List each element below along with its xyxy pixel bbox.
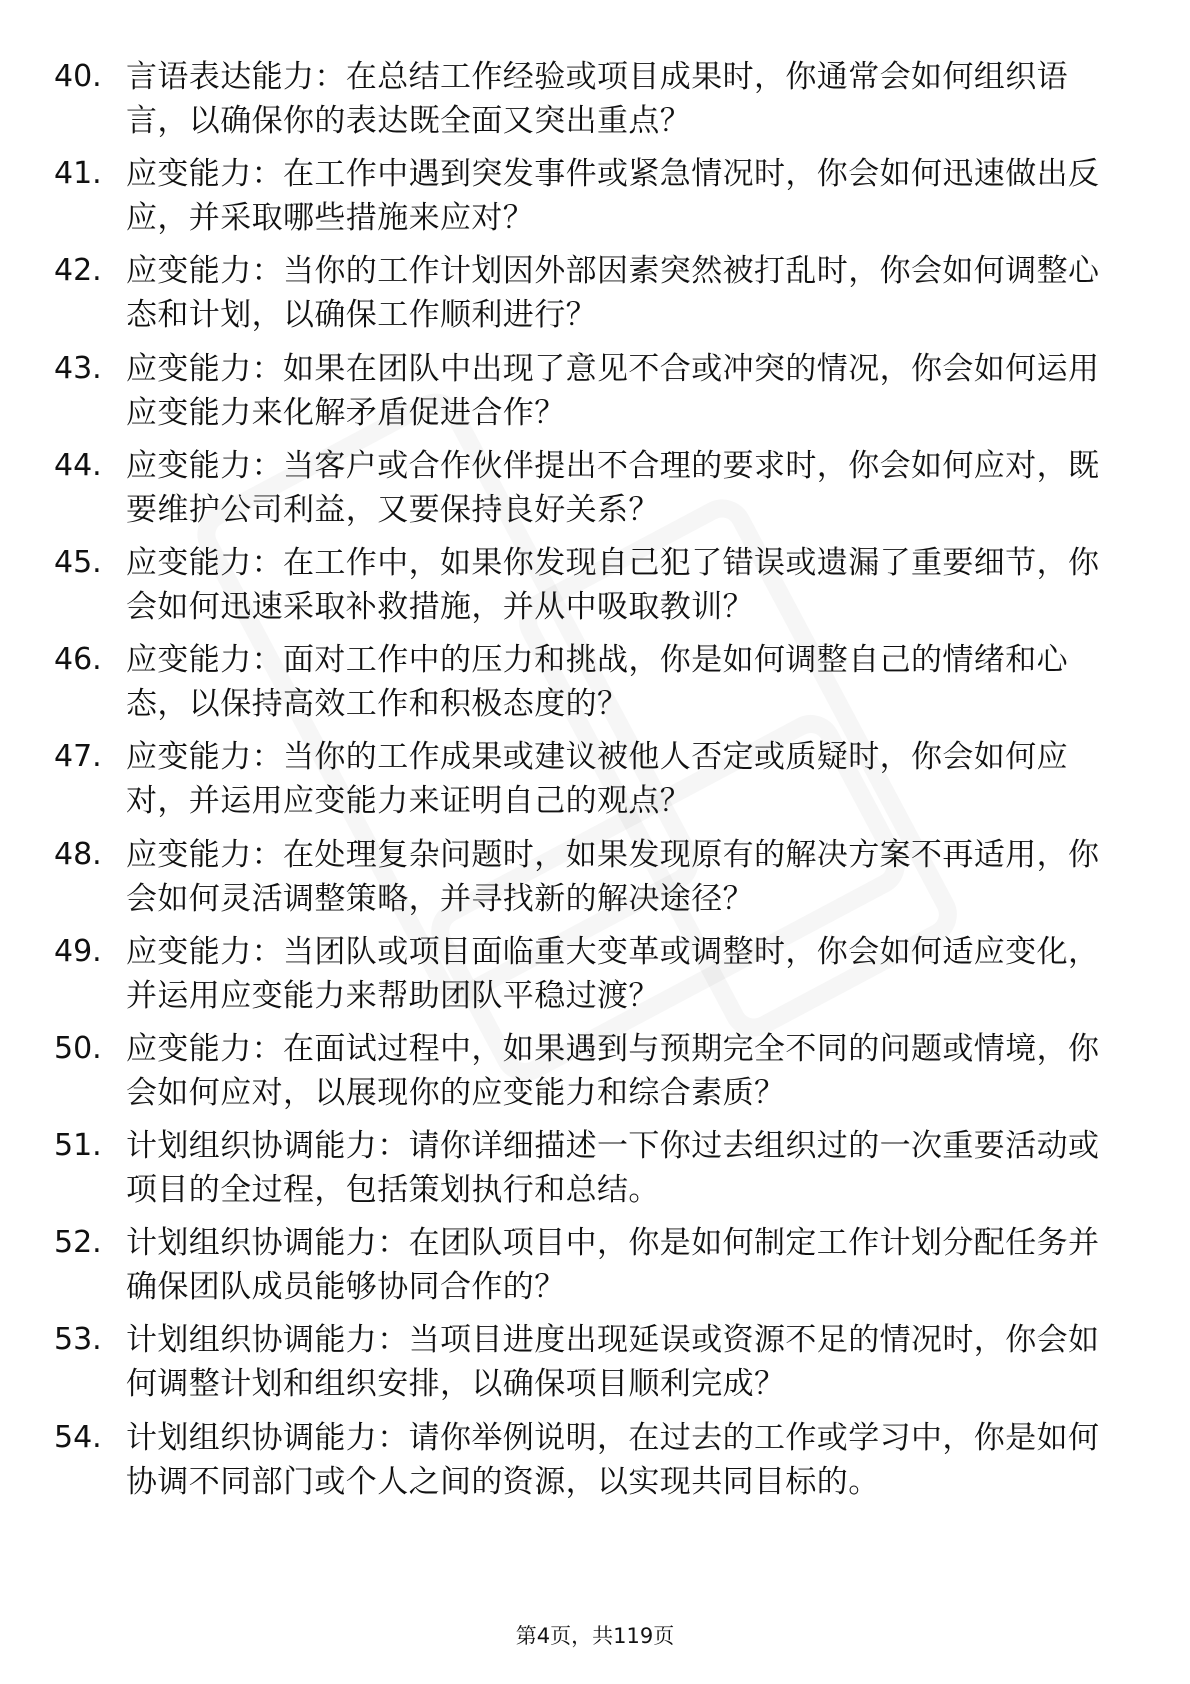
question-number: 50. bbox=[54, 1030, 102, 1066]
question-text: 计划组织协调能力：在团队项目中，你是如何制定工作计划分配任务并确保团队成员能够协同合作的？ bbox=[126, 1225, 1100, 1306]
question-item bbox=[0, 1221, 1190, 1318]
page-number-footer: 第4页，共119页 bbox=[515, 1624, 675, 1648]
question-number: 47. bbox=[54, 739, 102, 775]
question-item bbox=[0, 347, 1190, 444]
question-number: 54. bbox=[54, 1419, 102, 1455]
question-text: 应变能力：在工作中遇到突发事件或紧急情况时，你会如何迅速做出反应，并采取哪些措施来应对？ bbox=[126, 156, 1100, 237]
question-text: 应变能力：在处理复杂问题时，如果发现原有的解决方案不再适用，你会如何灵活调整策略，并寻找新的解决途径？ bbox=[126, 836, 1100, 917]
question-item bbox=[0, 833, 1190, 930]
question-number: 52. bbox=[54, 1225, 102, 1261]
question-text: 应变能力：如果在团队中出现了意见不合或冲突的情况，你会如何运用应变能力来化解矛盾促进合作？ bbox=[126, 350, 1100, 431]
question-text: 应变能力：当你的工作计划因外部因素突然被打乱时，你会如何调整心态和计划，以确保工作顺利进行？ bbox=[126, 253, 1100, 334]
question-number: 51. bbox=[54, 1128, 102, 1164]
question-number: 46. bbox=[54, 642, 102, 678]
question-text: 应变能力：当你的工作成果或建议被他人否定或质疑时，你会如何应对，并运用应变能力来证明自己的观点？ bbox=[126, 739, 1068, 820]
question-text: 言语表达能力：在总结工作经验或项目成果时，你通常会如何组织语言，以确保你的表达既全面又突出重点？ bbox=[126, 59, 1068, 139]
question-item bbox=[0, 1027, 1190, 1124]
question-number: 44. bbox=[54, 447, 102, 483]
question-text: 计划组织协调能力：请你举例说明，在过去的工作或学习中，你是如何协调不同部门或个人之间的资源，以实现共同目标的。 bbox=[126, 1419, 1100, 1500]
question-item bbox=[0, 152, 1190, 249]
question-item bbox=[0, 541, 1190, 638]
question-text: 应变能力：面对工作中的压力和挑战，你是如何调整自己的情绪和心态，以保持高效工作和积极态度的？ bbox=[126, 642, 1068, 723]
question-number: 41. bbox=[54, 156, 102, 192]
question-number: 43. bbox=[54, 350, 102, 386]
question-text: 应变能力：在工作中，如果你发现自己犯了错误或遗漏了重要细节，你会如何迅速采取补救措施，并从中吸取教训？ bbox=[126, 544, 1100, 625]
question-number: 53. bbox=[54, 1322, 102, 1358]
question-item bbox=[0, 249, 1190, 346]
question-number: 45. bbox=[54, 544, 102, 580]
question-number: 49. bbox=[54, 933, 102, 969]
question-text: 应变能力：当客户或合作伙伴提出不合理的要求时，你会如何应对，既要维护公司利益，又要保持良好关系？ bbox=[126, 447, 1100, 528]
question-item bbox=[0, 1124, 1190, 1221]
question-text: 应变能力：在面试过程中，如果遇到与预期完全不同的问题或情境，你会如何应对，以展现你的应变能力和综合素质？ bbox=[126, 1030, 1100, 1111]
question-list bbox=[0, 55, 1190, 1513]
question-item bbox=[0, 1318, 1190, 1415]
question-number: 40. bbox=[54, 59, 102, 94]
question-number: 42. bbox=[54, 253, 102, 289]
question-item bbox=[0, 735, 1190, 832]
question-item bbox=[0, 1416, 1190, 1513]
question-text: 应变能力：当团队或项目面临重大变革或调整时，你会如何适应变化，并运用应变能力来帮助团队平稳过渡？ bbox=[126, 933, 1100, 1014]
question-text: 计划组织协调能力：请你详细描述一下你过去组织过的一次重要活动或项目的全过程，包括策划执行和总结。 bbox=[126, 1128, 1100, 1209]
question-item bbox=[0, 55, 1190, 152]
question-item bbox=[0, 638, 1190, 735]
question-number: 48. bbox=[54, 836, 102, 872]
question-item bbox=[0, 444, 1190, 541]
question-item bbox=[0, 930, 1190, 1027]
question-text: 计划组织协调能力：当项目进度出现延误或资源不足的情况时，你会如何调整计划和组织安排，以确保项目顺利完成？ bbox=[126, 1322, 1100, 1403]
